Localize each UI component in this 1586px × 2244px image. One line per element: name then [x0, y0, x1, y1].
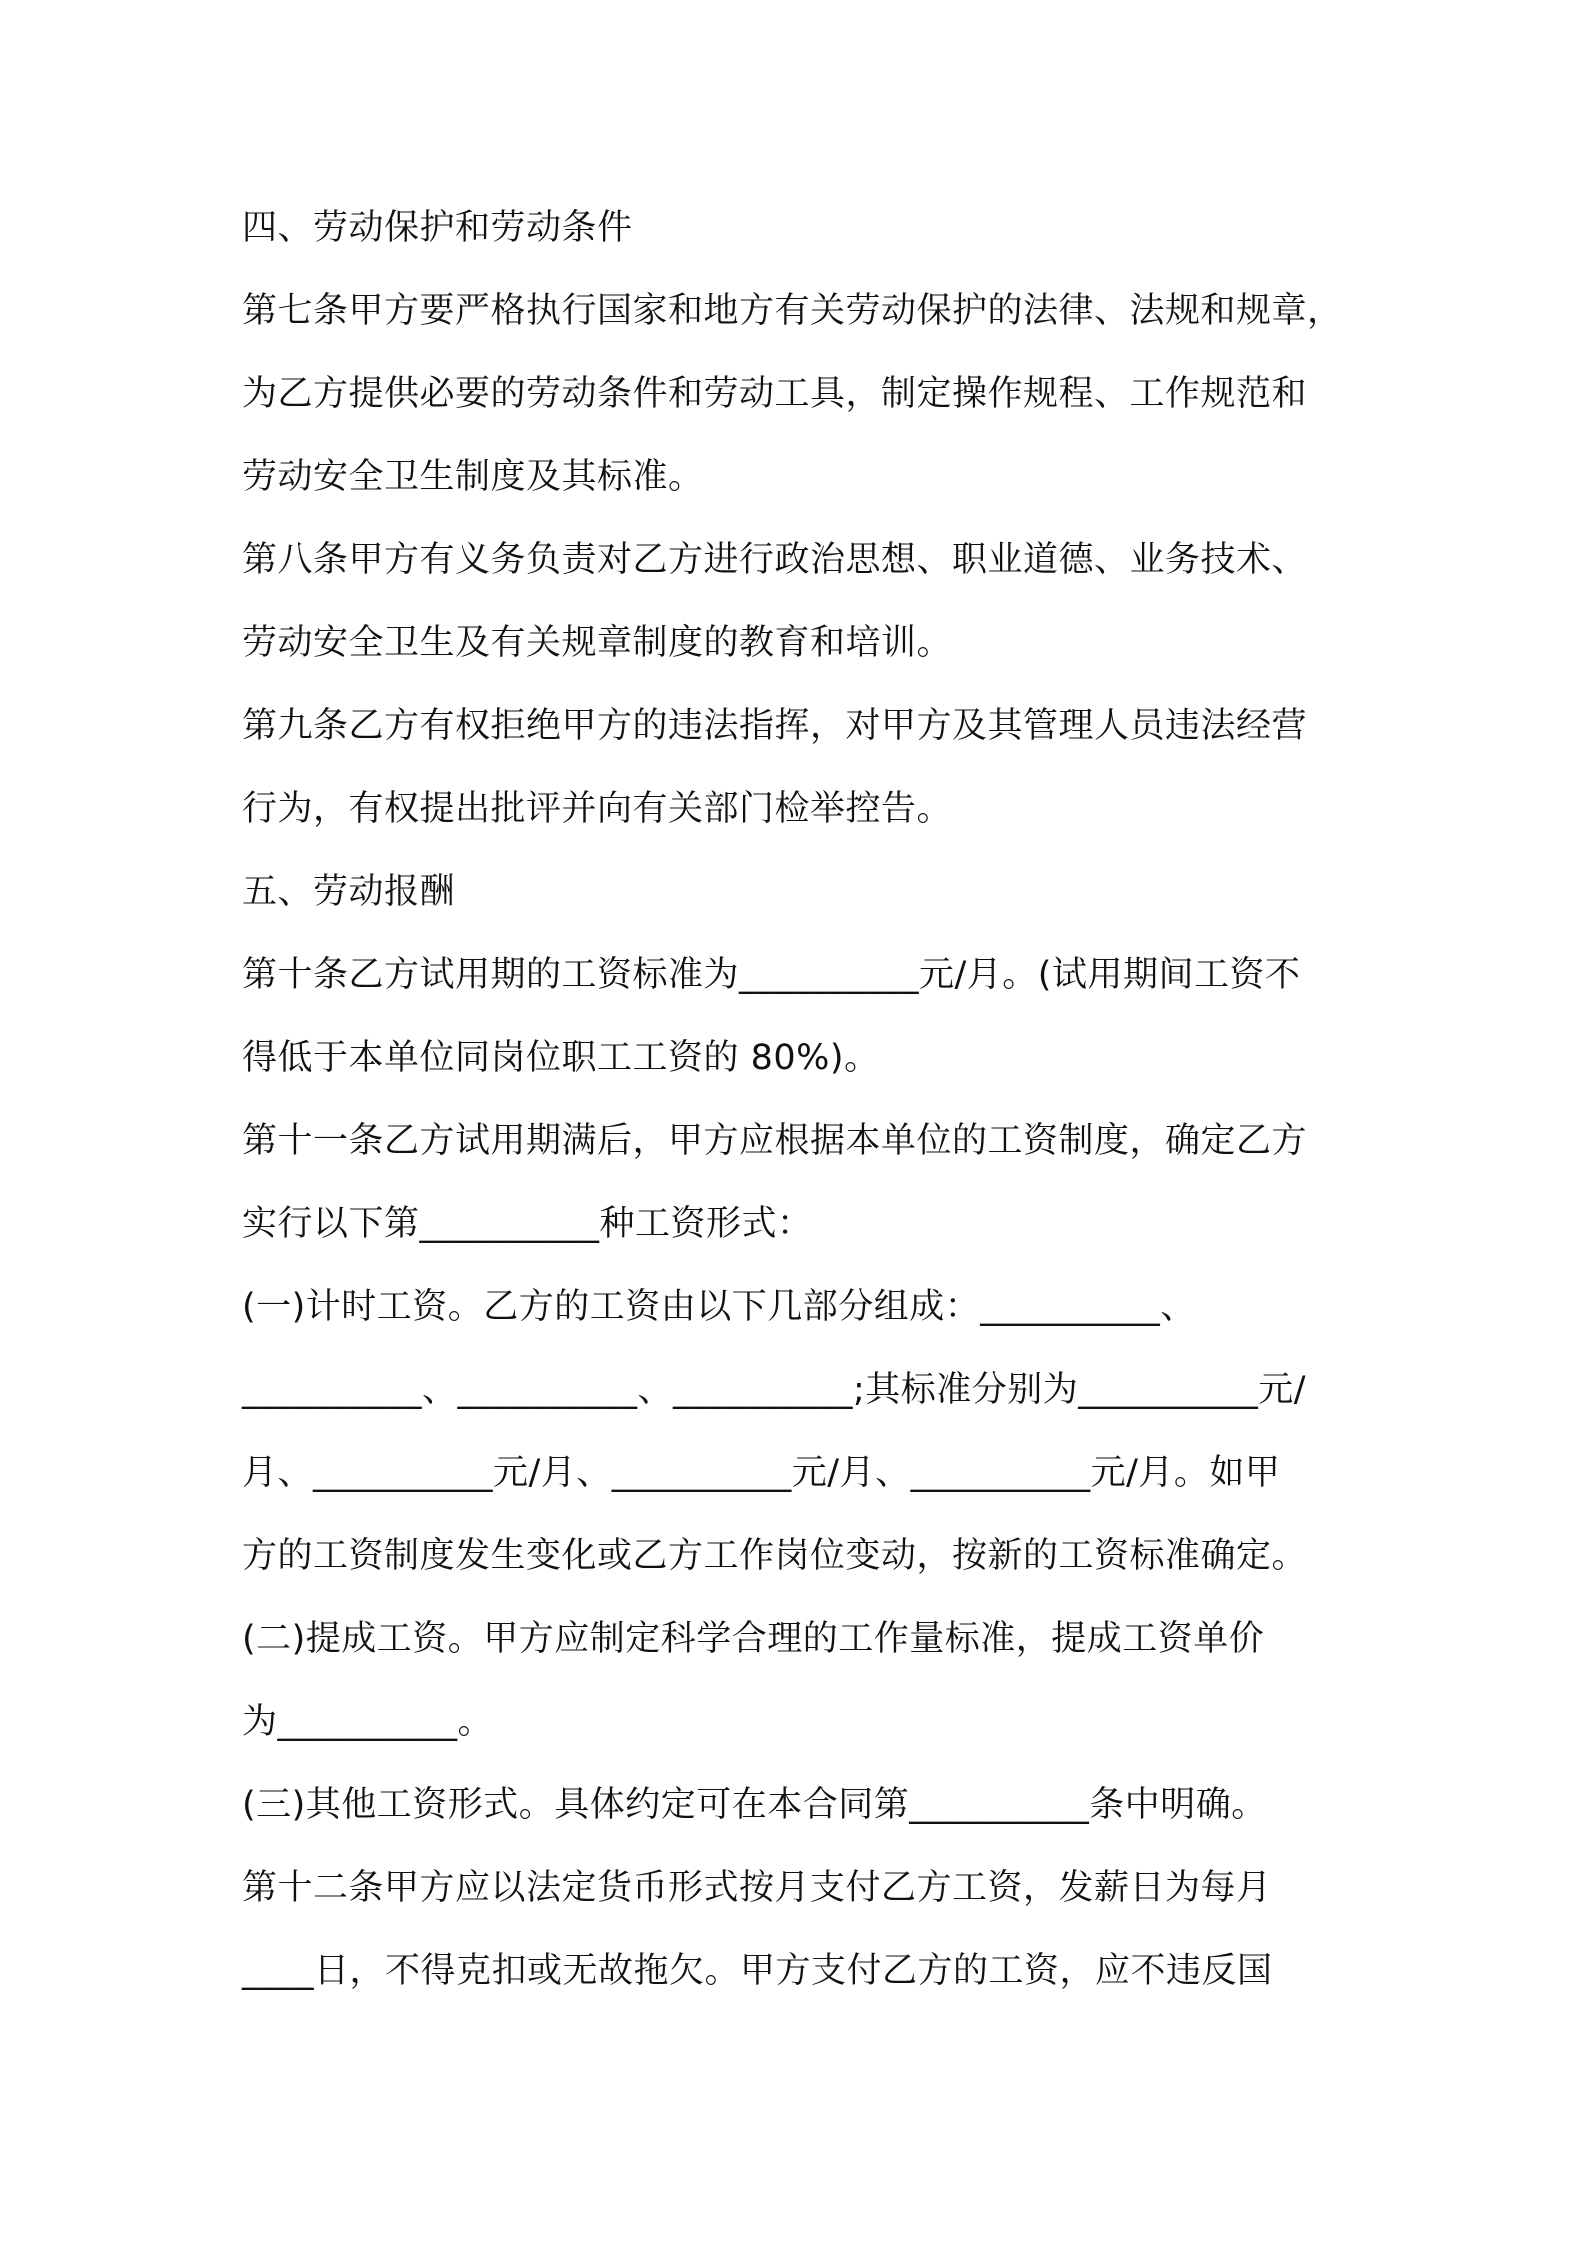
article-7-line-1: 第七条甲方要严格执行国家和地方有关劳动保护的法律、法规和规章， — [242, 291, 1343, 331]
article-7-line-2: 为乙方提供必要的劳动条件和劳动工具，制定操作规程、工作规范和 — [242, 374, 1308, 414]
hourly-wage-line-3: 月、__________元/月、__________元/月、__________元/月。如甲 — [242, 1453, 1281, 1493]
article-8-line-1: 第八条甲方有义务负责对乙方进行政治思想、职业道德、业务技术、 — [242, 540, 1308, 580]
section-heading-remuneration: 五、劳动报酬 — [242, 872, 456, 912]
article-8-line-2: 劳动安全卫生及有关规章制度的教育和培训。 — [242, 623, 953, 663]
commission-wage-line-1: (二)提成工资。甲方应制定科学合理的工作量标准，提成工资单价 — [242, 1619, 1265, 1659]
hourly-wage-line-4: 方的工资制度发生变化或乙方工作岗位变动，按新的工资标准确定。 — [242, 1536, 1308, 1576]
article-12-line-1: 第十二条甲方应以法定货币形式按月支付乙方工资，发薪日为每月 — [242, 1868, 1272, 1908]
article-11-line-2: 实行以下第__________种工资形式： — [242, 1204, 813, 1244]
section-heading-labor-protection: 四、劳动保护和劳动条件 — [242, 208, 633, 248]
article-9-line-2: 行为，有权提出批评并向有关部门检举控告。 — [242, 789, 953, 829]
article-9-line-1: 第九条乙方有权拒绝甲方的违法指挥，对甲方及其管理人员违法经营 — [242, 706, 1308, 746]
other-wage-line: (三)其他工资形式。具体约定可在本合同第__________条中明确。 — [242, 1785, 1267, 1825]
article-7-line-3: 劳动安全卫生制度及其标准。 — [242, 457, 704, 497]
article-12-line-2: ____日，不得克扣或无故拖欠。甲方支付乙方的工资，应不违反国 — [242, 1951, 1273, 1991]
article-10-line-1: 第十条乙方试用期的工资标准为__________元/月。(试用期间工资不 — [242, 955, 1301, 995]
hourly-wage-line-2: __________、__________、__________;其标准分别为__________元/ — [242, 1370, 1307, 1410]
article-11-line-1: 第十一条乙方试用期满后，甲方应根据本单位的工资制度，确定乙方 — [242, 1121, 1308, 1161]
commission-wage-line-2: 为__________。 — [242, 1702, 494, 1742]
hourly-wage-line-1: (一)计时工资。乙方的工资由以下几部分组成：__________、 — [242, 1287, 1196, 1327]
article-10-line-2: 得低于本单位同岗位职工工资的 80%)。 — [242, 1038, 880, 1078]
